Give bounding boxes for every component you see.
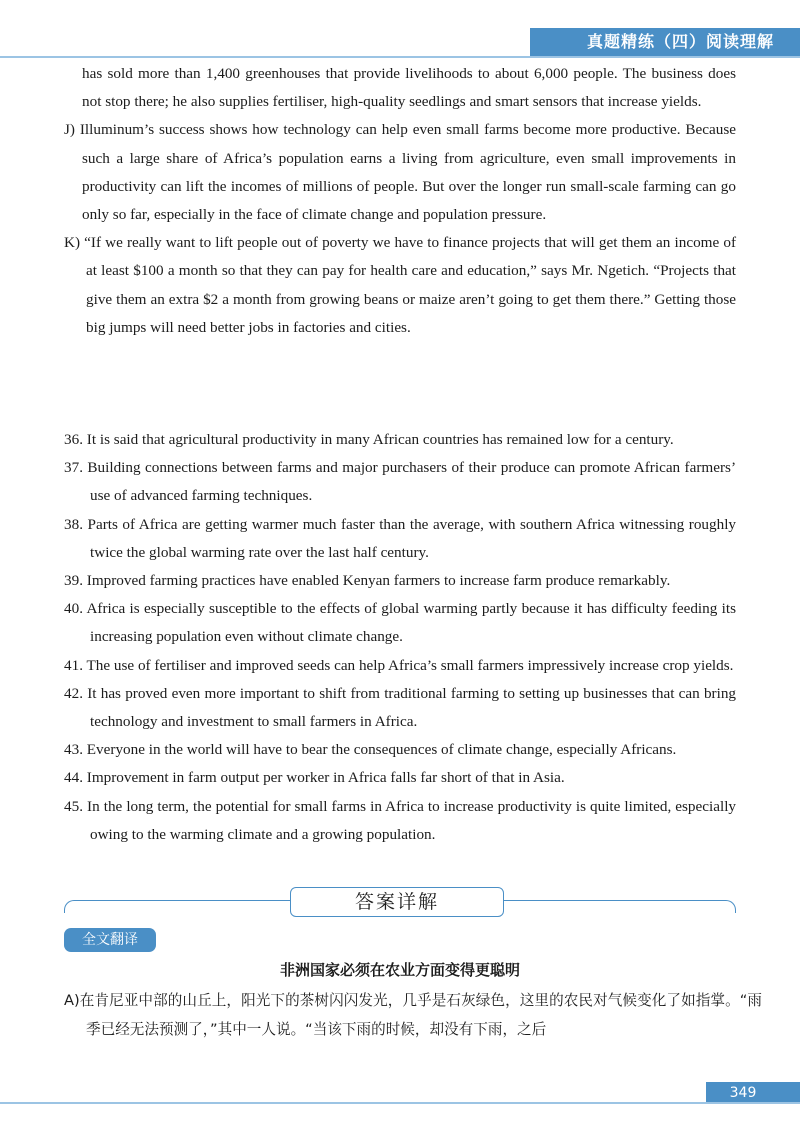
passage-continuation: has sold more than 1,400 greenhouses that provide livelihoods to about 6,000 people. The business does not stop there; he also supplies fertiliser, high-quality seedlings and smart sensors that increase yields.	[82, 65, 736, 111]
question-text: In the long term, the potential for small farms in Africa to increase productivity is quite limited, especially owing to the warming climate and a growing population.	[87, 797, 737, 843]
answer-section-title: 答案详解	[290, 887, 504, 917]
question-text: Improvement in farm output per worker in Africa falls far short of that in Asia.	[86, 769, 565, 787]
question-item	[64, 426, 736, 454]
section-title: 真题精练（四）阅读理解	[586, 32, 774, 51]
paragraph-k	[64, 229, 736, 342]
question-number: 43.	[64, 741, 83, 759]
paragraph-label: A)	[64, 992, 80, 1009]
question-item	[64, 736, 736, 764]
question-item	[64, 567, 736, 595]
question-text: Building connections between farms and major purchasers of their produce can promote African farmers’ use of advanced farming techniques.	[87, 459, 736, 505]
question-number: 41.	[64, 656, 83, 674]
question-number: 39.	[64, 572, 83, 590]
section-header-band	[530, 28, 800, 56]
question-item	[64, 652, 736, 680]
paragraph-label: J)	[64, 121, 75, 139]
header-divider	[0, 56, 800, 58]
question-number: 44.	[64, 769, 83, 787]
question-item	[64, 454, 736, 510]
question-number: 40.	[64, 600, 83, 618]
question-item	[64, 764, 736, 792]
question-text: It is said that agricultural productivity in many African countries has remained low for a century.	[86, 431, 674, 448]
question-text: It has proved even more important to shift from traditional farming to setting up businesses that can bring technology and investment to small farmers in Africa.	[87, 684, 737, 731]
translation-tag: 全文翻译	[64, 928, 156, 952]
paragraph-j	[64, 116, 736, 229]
question-number: 38.	[64, 515, 83, 533]
question-item	[64, 511, 736, 567]
question-text: Everyone in the world will have to bear the consequences of climate change, especially Africans.	[86, 741, 677, 759]
question-item	[64, 680, 736, 736]
translation-title: 非洲国家必须在农业方面变得更聪明	[279, 961, 520, 979]
paragraph-text: “If we really want to lift people out of poverty we have to finance projects that will get them an income of at least $100 a month so that they can pay for health care and education,” says Mr. Ngetich. “Projects that give them an extra $2 a month from growing beans or maize aren’t going to get them there.” Getting those big jumps will need better jobs in factories and cities.	[84, 234, 737, 336]
question-number: 37.	[64, 459, 83, 477]
question-text: Parts of Africa are getting warmer much faster than the average, with southern Africa witnessing roughly twice the global warming rate over the last half century.	[87, 515, 737, 561]
footer-divider	[0, 1102, 800, 1104]
paragraph-text: 在肯尼亚中部的山丘上，阳光下的茶树闪闪发光，几乎是石灰绿色，这里的农民对气候变化了如指掌。“雨季已经无法预测了，”其中一人说。“当该下雨的时候，却没有下雨，之后	[79, 992, 762, 1038]
answer-section-header	[60, 884, 740, 924]
question-text: Improved farming practices have enabled Kenyan farmers to increase farm produce remarkably.	[86, 572, 671, 590]
question-number: 42.	[64, 684, 83, 702]
passage-text	[64, 60, 736, 342]
question-text: Africa is especially susceptible to the effects of global warming partly because it has difficulty feeding its increasing population even without climate change.	[86, 600, 736, 646]
question-item	[64, 793, 736, 849]
question-list	[64, 426, 736, 849]
paragraph-label: K)	[64, 234, 81, 252]
question-item	[64, 595, 736, 651]
question-number: 45.	[64, 797, 83, 815]
answer-divider-left	[64, 900, 291, 913]
page-number: 349	[706, 1082, 800, 1104]
answer-divider-right	[499, 900, 736, 913]
paragraph-text: Illuminum’s success shows how technology can help even small farms become more productive. Because such a large share of Africa’s population earns a living from agriculture, even small improvements in productivity can lift the incomes of millions of people. But over the longer run small-scale farming can go only so far, especially in the face of climate change and population pressure.	[79, 121, 736, 224]
question-text: The use of fertiliser and improved seeds can help Africa’s small farmers impressively increase crop yields.	[86, 656, 734, 674]
translation-paragraph-a	[64, 986, 762, 1044]
question-number: 36.	[64, 431, 83, 448]
